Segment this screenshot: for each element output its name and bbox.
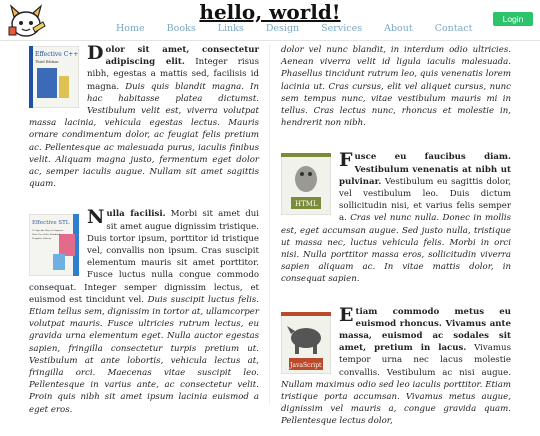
article-html: [281, 151, 511, 285]
article-javascript: [281, 303, 512, 428]
book-cover-effective-stl[interactable]: [29, 214, 79, 276]
dropcap-d: D: [87, 42, 104, 64]
book-cover-javascript[interactable]: [281, 312, 331, 374]
article-body-italic: Nullam maximus odio sed leo iaculis porttitor. Etiam tristique porta accumsan. Vivamus metus augue, dignissim vel mauris a, congue gravida quam. Pellentesque lectus dolor,: [281, 379, 511, 427]
nav-books[interactable]: Books: [166, 23, 196, 34]
book-title-text: JavaScript: [290, 361, 322, 369]
login-button[interactable]: Login: [493, 12, 533, 26]
dropcap-f: F: [339, 149, 353, 172]
article-continued: [281, 44, 511, 129]
right-column: [281, 44, 511, 436]
article-effective-cpp: [29, 44, 259, 190]
article-body-italic: Duis suscipit luctus felis. Etiam tellus sem, dignissim in tortor at, ullamcorper volutpat mauris. Fusce ultricies rutrum lectus, eu gravida urna elementum eget. Nulla auctor egestas sapien, fringilla consectetur turpis pretium ut. Vestibulum at ante lobortis, vehicula lectus at, fringilla orci. Maecenas vitae suscipit leo. Pellentesque in varius ante, ac consectetur velit. Proin quis nibh sit amet ipsum lacinia euismod a eget eros.: [29, 294, 259, 415]
article-body: Integer risus nibh, egestas a mattis sed, facilisis id magna.: [87, 57, 259, 92]
column-divider: [269, 44, 270, 405]
article-body-italic: Cras vel nunc nulla. Donec in mollis est, eget accumsan augue. Sed justo nulla, tristique ut massa nec, luctus vehicula felis. Morbi in orci nisi. Nulla porttitor massa eros, sollicitudin viverra sapien aliquam ac. In vitae mattis dolor, in consequat sapien.: [281, 213, 511, 285]
nav-about[interactable]: About: [384, 23, 413, 34]
article-effective-stl: [29, 208, 259, 415]
svg-text:50 Specific Ways to Improve: 50 Specific Ways to Improve: [32, 229, 64, 233]
article-lead: tiam commodo metus eu euismod rhoncus. Vivamus ante massa, euismod ac sodales sit amet, pretium in lacus.: [339, 306, 511, 354]
book-cover-html[interactable]: [281, 153, 331, 215]
dropcap-e: E: [339, 303, 354, 326]
left-column: [29, 44, 259, 424]
article-lead: usce eu faucibus diam. Vestibulum venenatis at nibh ut pulvinar.: [339, 152, 511, 187]
dropcap-n: N: [87, 206, 105, 229]
book-title-text: HTML: [295, 200, 318, 209]
nav-design[interactable]: Design: [265, 23, 300, 34]
nav-home[interactable]: Home: [116, 23, 145, 34]
svg-text:Template Library: Template Library: [32, 237, 52, 241]
article-body: Morbi sit amet dui sit amet augue dignissim tristique. Duis tortor ipsum, porttitor id tristique vel, convallis non ipsum. Cras suscipit elementum mauris sit amet porttitor. Fusce luctus nulla congue commodo consequat. Integer semper dignissim lectus, et euismod est tincidunt vel.: [29, 209, 259, 305]
site-title[interactable]: hello, world!: [199, 0, 341, 24]
nav-contact[interactable]: Contact: [434, 23, 473, 34]
book-cover-effective-cpp[interactable]: [29, 46, 79, 108]
nav-links[interactable]: Links: [217, 23, 244, 34]
article-body-italic: dolor vel nunc blandit, in interdum odio ultricies. Aenean viverra velit id ligula iaculis malesuada. Phasellus tincidunt rutrum leo, quis venenatis lorem lacinia ut. Cras cursus, elit vel aliquet cursus, nunc sem tempus nunc, vitae vestibulum mauris mi in tellus. Cras lectus nunc, rhoncus et molestie in, hendrerit non nibh.: [281, 45, 511, 129]
svg-text:Third Edition: Third Edition: [35, 60, 59, 64]
article-lead: olor sit amet, consectetur adipiscing elit.: [105, 45, 259, 68]
article-lead: ulla facilisi.: [106, 209, 166, 220]
article-body: Vestibulum eu sagittis dolor, vel vestibulum leo. Duis dictum sollicitudin nisi, et varius felis semper a.: [339, 176, 511, 224]
site-header: [0, 0, 540, 41]
nav-services[interactable]: Services: [321, 23, 363, 34]
article-body: Vivamus tempor urna nec lacus molestie convallis. Vestibulum ac nisi augue.: [339, 343, 512, 378]
book-title-text: Effective STL: [32, 220, 70, 227]
svg-text:Your Use of the Standard: Your Use of the Standard: [32, 233, 61, 237]
article-body-italic: Duis quis blandit magna. In hac habitasse platea dictumst. Vestibulum velit est, viverra volutpat massa lacinia, vehicula egestas lectus. Mauris ornare condimentum dolor, ac feugiat felis pretium ac. Pellentesque ac malesuada purus, iaculis finibus velit. Aliquam magna justo, fermentum eget dolor ac, semper iaculis augue. Nullam sit amet sagittis quam.: [29, 81, 259, 190]
main-nav: [116, 23, 494, 35]
book-title-text: Effective C++: [35, 51, 79, 58]
